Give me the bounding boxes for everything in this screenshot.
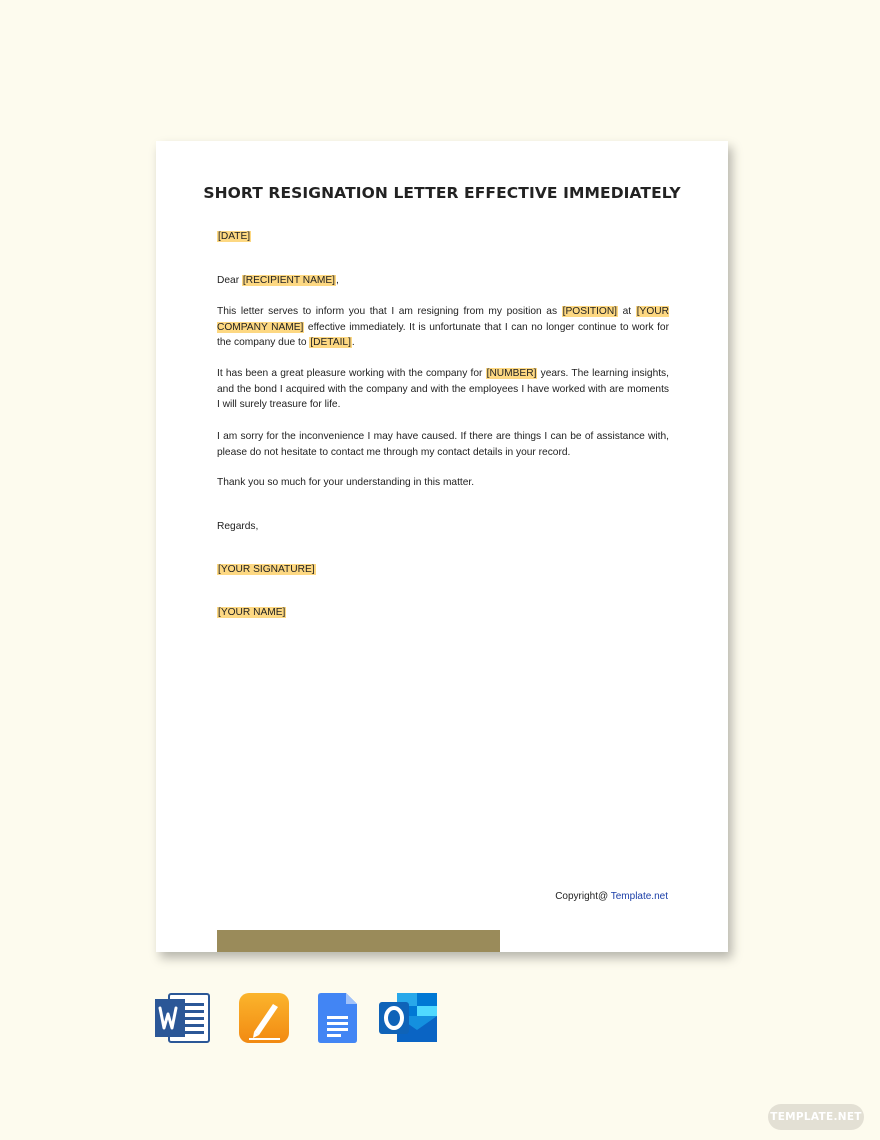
apple-pages-icon[interactable] (238, 992, 290, 1044)
p1-text-c: effective immediately. It is unfortunate that I can no longer continue to work for the company due to (217, 321, 669, 348)
p4-text: Thank you so much for your understanding in this matter. (217, 477, 475, 488)
copyright-link[interactable]: Template.net (610, 891, 668, 902)
paragraph-2 (217, 366, 669, 413)
salutation-suffix: , (336, 275, 339, 286)
salutation (217, 273, 669, 289)
recipient-placeholder: [RECIPIENT NAME] (242, 275, 336, 286)
document-title: SHORT RESIGNATION LETTER EFFECTIVE IMMEDIATELY (203, 184, 681, 202)
paragraph-1 (217, 304, 669, 351)
p2-text-b: years. The learning insights, and the bond I acquired with the company and with the employees I have worked with are moments I will surely treasure for life. (217, 368, 669, 410)
number-placeholder: [NUMBER] (486, 368, 537, 379)
footer-bar (217, 930, 500, 952)
name-line (217, 605, 669, 621)
salutation-prefix: Dear (217, 275, 242, 286)
p1-text-a: This letter serves to inform you that I am resigning from my position as (217, 306, 562, 317)
signature-line (217, 562, 669, 578)
copyright (555, 891, 668, 902)
position-placeholder: [POSITION] (562, 306, 618, 317)
paragraph-4 (217, 475, 669, 491)
microsoft-outlook-icon[interactable] (379, 992, 439, 1044)
p1-text-d: . (351, 337, 355, 348)
copyright-prefix: Copyright@ (555, 891, 611, 902)
p2-text-a: It has been a great pleasure working with the company for (217, 368, 486, 379)
paragraph-3 (217, 429, 669, 460)
p1-text-b: at (618, 306, 636, 317)
closing-text: Regards, (217, 521, 259, 532)
closing (217, 519, 669, 535)
name-placeholder: [YOUR NAME] (218, 607, 286, 618)
company-placeholder: [YOUR COMPANY NAME] (217, 306, 669, 333)
template-net-watermark: TEMPLATE.NET (768, 1104, 864, 1130)
p3-text: I am sorry for the inconvenience I may have caused. If there are things I can be of assistance with, please do not hesitate to contact me through my contact details in your record. (217, 431, 669, 458)
microsoft-word-icon[interactable] (155, 992, 211, 1044)
detail-placeholder: [DETAIL] (310, 337, 351, 348)
google-docs-icon[interactable] (318, 992, 358, 1044)
document-page (156, 141, 728, 952)
signature-placeholder: [YOUR SIGNATURE] (218, 564, 315, 575)
date-line (217, 229, 669, 245)
date-placeholder: [DATE] (218, 231, 251, 242)
